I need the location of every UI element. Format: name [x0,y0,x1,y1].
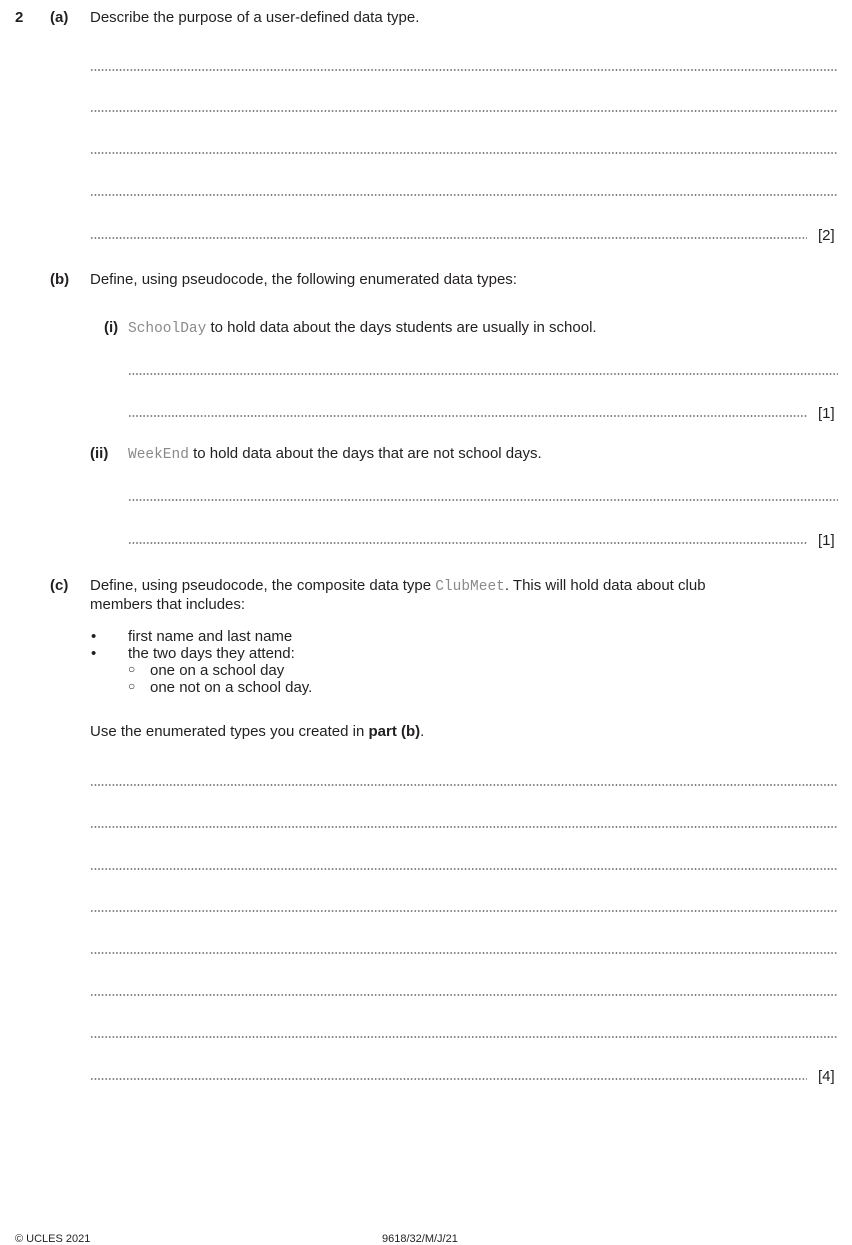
code-clubmeet: ClubMeet [435,579,505,595]
answer-line[interactable] [128,542,808,544]
marks-label: [1] [818,532,835,549]
marks-label: [2] [818,227,835,244]
code-schoolday: SchoolDay [128,321,207,337]
hollow-bullet-icon: ○ [128,662,136,676]
answer-line[interactable] [90,868,838,870]
list-item: one on a school day [150,662,285,679]
part-b-ii-question: WeekEnd to hold data about the days that are not school days. [128,445,542,463]
answer-line[interactable] [90,110,838,112]
marks-label: [4] [818,1068,835,1085]
footer-copyright: © UCLES 2021 [15,1233,91,1245]
answer-line[interactable] [90,69,838,71]
bullet-icon: • [91,628,97,645]
answer-line[interactable] [128,373,838,375]
answer-line[interactable] [90,952,838,954]
question-number: 2 [15,9,24,26]
marks-label: [1] [818,405,835,422]
part-b-question: Define, using pseudocode, the following enumerated data types: [90,271,517,288]
answer-line[interactable] [90,994,838,996]
answer-line[interactable] [90,237,807,239]
part-b-ii-label: (ii) [90,445,109,462]
answer-line[interactable] [90,784,838,786]
part-b-label: (b) [50,271,70,288]
part-a-question: Describe the purpose of a user-defined data type. [90,9,420,26]
answer-line[interactable] [90,910,838,912]
part-c-question-line2: members that includes: [90,596,246,613]
part-c-label: (c) [50,577,69,594]
part-a-label: (a) [50,9,69,26]
list-item: the two days they attend: [128,645,295,662]
part-b-i-question: SchoolDay to hold data about the days students are usually in school. [128,319,597,337]
code-weekend: WeekEnd [128,447,189,463]
bullet-icon: • [91,645,97,662]
footer-paper-code: 9618/32/M/J/21 [382,1233,458,1245]
answer-line[interactable] [90,826,838,828]
answer-line[interactable] [90,1036,838,1038]
part-b-i-label: (i) [104,319,119,336]
answer-line[interactable] [90,152,838,154]
answer-line[interactable] [128,415,808,417]
part-c-instruction: Use the enumerated types you created in part (b). [90,723,425,740]
part-c-question: Define, using pseudocode, the composite data type ClubMeet. This will hold data about club [90,577,706,595]
answer-line[interactable] [90,1078,807,1080]
list-item: one not on a school day. [150,679,313,696]
list-item: first name and last name [128,628,293,645]
answer-line[interactable] [90,194,838,196]
answer-line[interactable] [128,499,838,501]
hollow-bullet-icon: ○ [128,679,136,693]
